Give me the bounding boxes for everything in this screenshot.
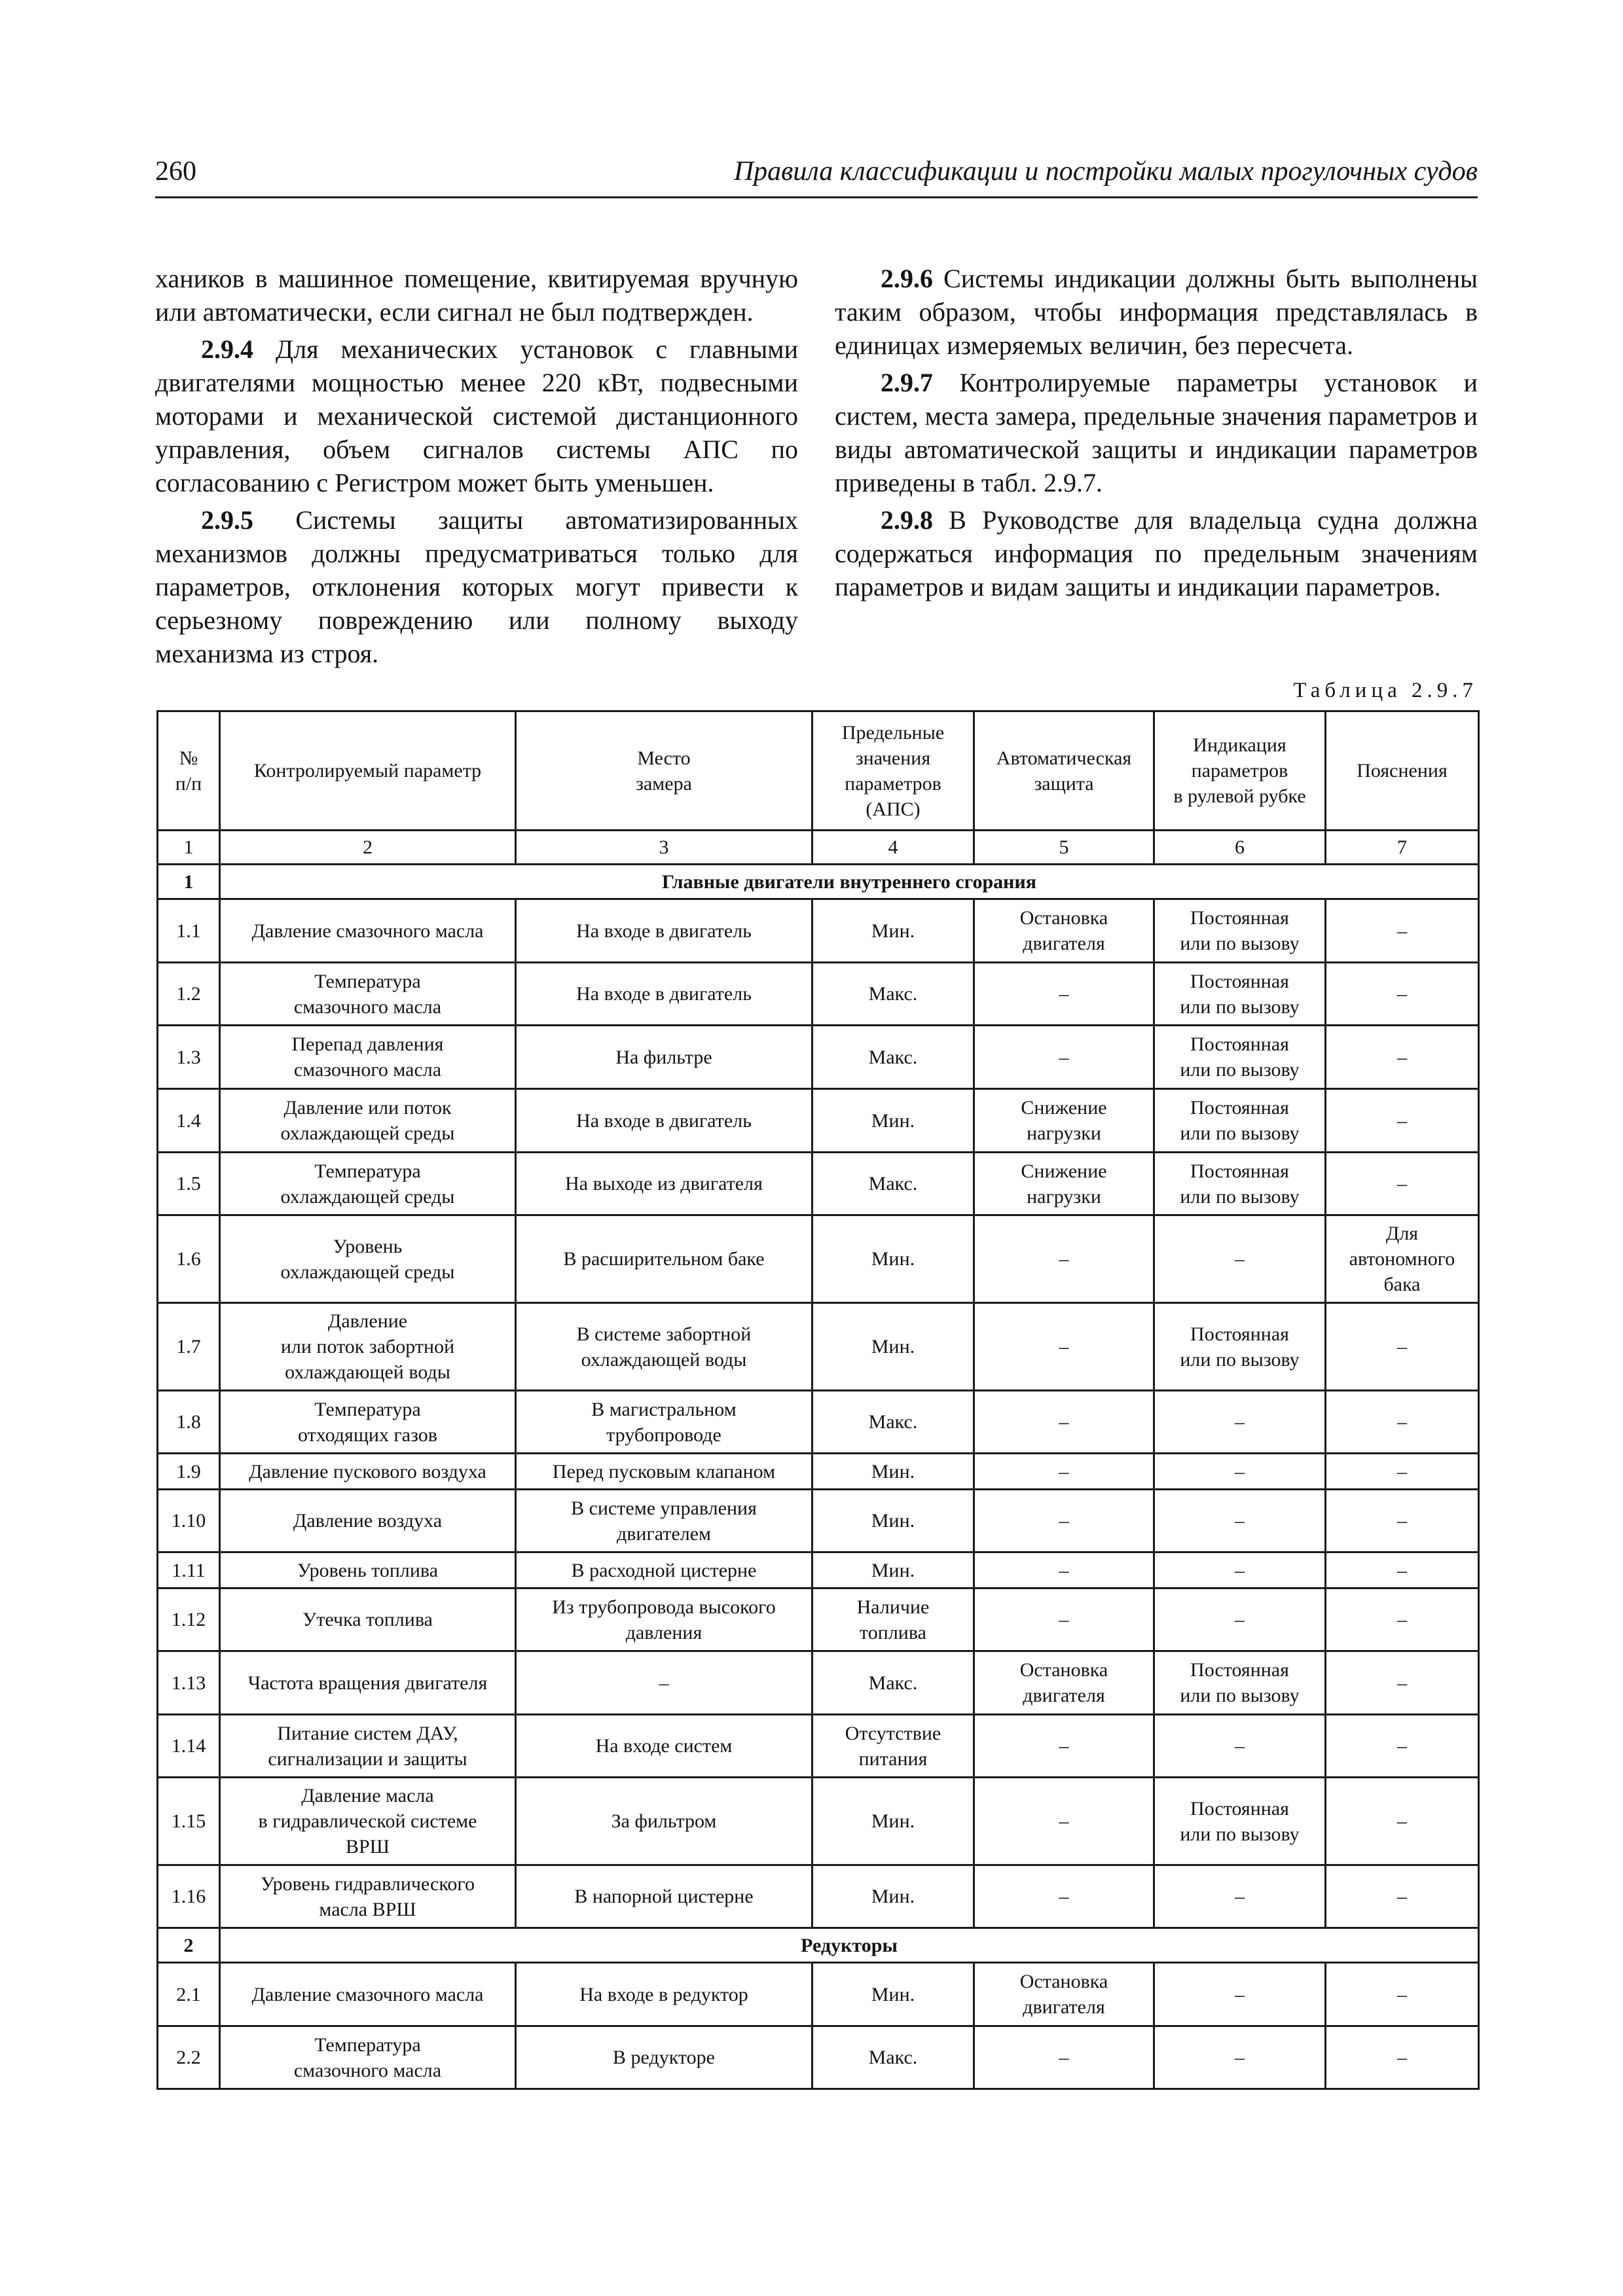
table-cell: – xyxy=(974,1215,1154,1303)
right-text-column xyxy=(835,262,1478,607)
table-cell: – xyxy=(974,963,1154,1026)
table-cell: 1.4 xyxy=(158,1089,220,1153)
table-cell: 1.9 xyxy=(158,1454,220,1490)
column-number-row xyxy=(158,831,1479,865)
table-cell: Давление смазочного масла xyxy=(220,1963,516,2026)
table-cell: Макс. xyxy=(812,1026,974,1089)
table-cell: Температура смазочного масла xyxy=(220,963,516,1026)
table-cell: – xyxy=(974,1303,1154,1391)
clause-text: Для механических установок с главными двигателями мощностью менее 220 кВт, подвесными моторами и механической системой дистанционного управления, объем сигналов системы АПС по согласованию с Регистром может быть уменьшен. xyxy=(155,334,798,497)
table-cell: 1.3 xyxy=(158,1026,220,1089)
table-row xyxy=(158,2026,1479,2089)
table-cell: Остановка двигателя xyxy=(974,1963,1154,2026)
column-number-cell: 7 xyxy=(1326,831,1479,865)
table-header-row xyxy=(158,711,1479,831)
clause-number: 2.9.7 xyxy=(881,368,933,397)
page-number: 260 xyxy=(155,156,196,187)
table-cell: – xyxy=(1326,1391,1479,1454)
table-cell: 1.6 xyxy=(158,1215,220,1303)
column-number-cell: 5 xyxy=(974,831,1154,865)
table-cell: Макс. xyxy=(812,2026,974,2089)
left-text-column xyxy=(155,262,798,674)
header-cell: Контролируемый параметр xyxy=(220,711,516,831)
table-cell: 1.14 xyxy=(158,1715,220,1778)
table-cell: На входе систем xyxy=(516,1715,812,1778)
table-cell: Мин. xyxy=(812,1454,974,1490)
table-cell: В расходной цистерне xyxy=(516,1552,812,1588)
table-cell: 1.2 xyxy=(158,963,220,1026)
paragraph-2-9-4 xyxy=(155,332,798,499)
table-cell: Питание систем ДАУ, сигнализации и защиты xyxy=(220,1715,516,1778)
table-cell: – xyxy=(1326,1303,1479,1391)
table-cell: Мин. xyxy=(812,1963,974,2026)
header-cell: Место замера xyxy=(516,711,812,831)
table-cell: – xyxy=(1326,2026,1479,2089)
clause-number: 2.9.8 xyxy=(881,505,933,535)
table-cell: Постоянная или по вызову xyxy=(1154,1026,1326,1089)
table-cell: – xyxy=(974,1715,1154,1778)
table-cell: – xyxy=(974,1026,1154,1089)
table-row xyxy=(158,1089,1479,1153)
table-cell: Снижение нагрузки xyxy=(974,1153,1154,1215)
section-title: Редукторы xyxy=(220,1928,1479,1963)
table-cell: 1.10 xyxy=(158,1490,220,1552)
table-row xyxy=(158,899,1479,963)
table-cell: – xyxy=(1154,1588,1326,1651)
table-cell: – xyxy=(1326,1552,1479,1588)
table-cell: Остановка двигателя xyxy=(974,899,1154,963)
table-row xyxy=(158,963,1479,1026)
table-cell: 1.7 xyxy=(158,1303,220,1391)
table-cell: – xyxy=(1326,1588,1479,1651)
paragraph-2-9-6 xyxy=(835,262,1478,362)
section-title: Главные двигатели внутреннего сгорания xyxy=(220,865,1479,899)
table-cell: В магистральном трубопроводе xyxy=(516,1391,812,1454)
table-cell: Мин. xyxy=(812,1490,974,1552)
table-cell: Снижение нагрузки xyxy=(974,1089,1154,1153)
table-cell: Перед пусковым клапаном xyxy=(516,1454,812,1490)
section-row xyxy=(158,865,1479,899)
table-cell: Утечка топлива xyxy=(220,1588,516,1651)
table-cell: Для автономного бака xyxy=(1326,1215,1479,1303)
table-cell: Постоянная или по вызову xyxy=(1154,963,1326,1026)
table-cell: 1.1 xyxy=(158,899,220,963)
header-cell: Автоматическая защита xyxy=(974,711,1154,831)
table-caption: Таблица 2.9.7 xyxy=(1293,679,1478,702)
column-number-cell: 6 xyxy=(1154,831,1326,865)
table-row xyxy=(158,1552,1479,1588)
table-cell: Постоянная или по вызову xyxy=(1154,1153,1326,1215)
table-cell: Мин. xyxy=(812,1303,974,1391)
table-cell: В редукторе xyxy=(516,2026,812,2089)
table-cell: 1.13 xyxy=(158,1651,220,1715)
table-cell: Давление масла в гидравлической системе ВРШ xyxy=(220,1778,516,1865)
table-cell: – xyxy=(974,1391,1154,1454)
header-cell: Предельные значения параметров (АПС) xyxy=(812,711,974,831)
header-cell: Индикация параметров в рулевой рубке xyxy=(1154,711,1326,831)
table-cell: – xyxy=(1326,1715,1479,1778)
clause-text: В Руководстве для владельца судна должна содержаться информация по предельным значениям параметров и видам защиты и индикации параметров. xyxy=(835,505,1478,601)
table-cell: – xyxy=(1154,1454,1326,1490)
table-cell: Перепад давления смазочного масла xyxy=(220,1026,516,1089)
table-cell: – xyxy=(1326,963,1479,1026)
table-cell: Постоянная или по вызову xyxy=(1154,1651,1326,1715)
table-cell: Уровень гидравлического масла ВРШ xyxy=(220,1865,516,1928)
clause-text: Контролируемые параметры установок и систем, места замера, предельные значения параметров и виды автоматической защиты и индикации параметров приведены в табл. 2.9.7. xyxy=(835,368,1478,497)
table-cell: На входе в двигатель xyxy=(516,963,812,1026)
paragraph-2-9-7 xyxy=(835,366,1478,499)
table-row xyxy=(158,1865,1479,1928)
table-cell: Мин. xyxy=(812,1865,974,1928)
table-row xyxy=(158,1715,1479,1778)
table-cell: В системе управления двигателем xyxy=(516,1490,812,1552)
table-cell: Мин. xyxy=(812,1089,974,1153)
table-cell: Мин. xyxy=(812,1215,974,1303)
table-cell: – xyxy=(1326,1963,1479,2026)
table-cell: Температура охлаждающей среды xyxy=(220,1153,516,1215)
table-cell: – xyxy=(1326,1865,1479,1928)
table-row xyxy=(158,1303,1479,1391)
table-cell: Температура отходящих газов xyxy=(220,1391,516,1454)
table-cell: 2.1 xyxy=(158,1963,220,2026)
table-cell: На входе в двигатель xyxy=(516,899,812,963)
table-cell: – xyxy=(1326,1089,1479,1153)
table-cell: – xyxy=(1326,899,1479,963)
table-cell: – xyxy=(1154,2026,1326,2089)
table-cell: Постоянная или по вызову xyxy=(1154,1089,1326,1153)
table-cell: Давление пускового воздуха xyxy=(220,1454,516,1490)
table-cell: Из трубопровода высокого давления xyxy=(516,1588,812,1651)
table-cell: 1.12 xyxy=(158,1588,220,1651)
header-cell: № п/п xyxy=(158,711,220,831)
table-cell: 1.5 xyxy=(158,1153,220,1215)
table-cell: – xyxy=(516,1651,812,1715)
table-cell: 1.15 xyxy=(158,1778,220,1865)
table-cell: В системе забортной охлаждающей воды xyxy=(516,1303,812,1391)
table-row xyxy=(158,1153,1479,1215)
table-cell: – xyxy=(1326,1490,1479,1552)
page-header xyxy=(155,154,1478,198)
table-cell: На фильтре xyxy=(516,1026,812,1089)
table-cell: Давление смазочного масла xyxy=(220,899,516,963)
table-cell: Остановка двигателя xyxy=(974,1651,1154,1715)
table-cell: – xyxy=(1154,1552,1326,1588)
table-cell: – xyxy=(974,1490,1154,1552)
section-number: 2 xyxy=(158,1928,220,1963)
table-cell: Давление воздуха xyxy=(220,1490,516,1552)
paragraph-2-9-8 xyxy=(835,503,1478,603)
table-cell: 1.8 xyxy=(158,1391,220,1454)
table-cell: – xyxy=(1154,1391,1326,1454)
table-cell: – xyxy=(1154,1865,1326,1928)
table-row xyxy=(158,1391,1479,1454)
table-cell: В напорной цистерне xyxy=(516,1865,812,1928)
table-cell: – xyxy=(1326,1778,1479,1865)
clause-text: Системы индикации должны быть выполнены таким образом, чтобы информация представлялась в единицах измеряемых величин, без пересчета. xyxy=(835,264,1478,360)
table-cell: – xyxy=(1326,1651,1479,1715)
table-cell: Макс. xyxy=(812,1391,974,1454)
paragraph-continuation: хаников в машинное помещение, квитируемая вручную или автоматически, если сигнал не был подтвержден. xyxy=(155,264,798,327)
table-row xyxy=(158,1454,1479,1490)
table-cell: – xyxy=(974,1552,1154,1588)
table-cell: Постоянная или по вызову xyxy=(1154,1778,1326,1865)
section-number: 1 xyxy=(158,865,220,899)
table-cell: 2.2 xyxy=(158,2026,220,2089)
table-cell: На выходе из двигателя xyxy=(516,1153,812,1215)
table-cell: – xyxy=(1326,1454,1479,1490)
table-cell: Макс. xyxy=(812,1651,974,1715)
table-cell: Уровень охлаждающей среды xyxy=(220,1215,516,1303)
table-cell: Температура смазочного масла xyxy=(220,2026,516,2089)
clause-number: 2.9.6 xyxy=(881,264,933,293)
table-row xyxy=(158,1215,1479,1303)
clause-number: 2.9.4 xyxy=(201,334,253,364)
table-cell: Постоянная или по вызову xyxy=(1154,1303,1326,1391)
paragraph-2-9-5 xyxy=(155,503,798,670)
table-cell: За фильтром xyxy=(516,1778,812,1865)
column-number-cell: 4 xyxy=(812,831,974,865)
table-row xyxy=(158,1026,1479,1089)
column-number-cell: 1 xyxy=(158,831,220,865)
table-cell: Макс. xyxy=(812,1153,974,1215)
table-cell: Уровень топлива xyxy=(220,1552,516,1588)
table-row xyxy=(158,1490,1479,1552)
table-cell: В расширительном баке xyxy=(516,1215,812,1303)
table-cell: – xyxy=(974,1454,1154,1490)
table-cell: – xyxy=(1154,1215,1326,1303)
table-cell: Давление или поток охлаждающей среды xyxy=(220,1089,516,1153)
table-cell: Мин. xyxy=(812,1552,974,1588)
table-row xyxy=(158,1651,1479,1715)
table-row xyxy=(158,1588,1479,1651)
table-cell: Частота вращения двигателя xyxy=(220,1651,516,1715)
parameters-table xyxy=(156,710,1480,2090)
table-cell: – xyxy=(974,1778,1154,1865)
table-cell: 1.11 xyxy=(158,1552,220,1588)
table-cell: На входе в двигатель xyxy=(516,1089,812,1153)
table-cell: Наличие топлива xyxy=(812,1588,974,1651)
table-cell: – xyxy=(974,1588,1154,1651)
column-number-cell: 3 xyxy=(516,831,812,865)
table-cell: Давление или поток забортной охлаждающей воды xyxy=(220,1303,516,1391)
table-cell: Мин. xyxy=(812,899,974,963)
table-row xyxy=(158,1963,1479,2026)
column-number-cell: 2 xyxy=(220,831,516,865)
table-cell: Макс. xyxy=(812,963,974,1026)
running-title: Правила классификации и постройки малых прогулочных судов xyxy=(733,156,1478,187)
table-cell: 1.16 xyxy=(158,1865,220,1928)
clause-number: 2.9.5 xyxy=(201,505,253,535)
table-cell: Отсутствие питания xyxy=(812,1715,974,1778)
table-cell: – xyxy=(974,1865,1154,1928)
section-row xyxy=(158,1928,1479,1963)
clause-text: Системы защиты автоматизированных механизмов должны предусматриваться только для параметров, отклонения которых могут привести к серьезному повреждению или полному выходу механизма из строя. xyxy=(155,505,798,668)
table-cell: – xyxy=(1154,1715,1326,1778)
table-cell: – xyxy=(1326,1153,1479,1215)
table-cell: – xyxy=(1154,1963,1326,2026)
header-cell: Пояснения xyxy=(1326,711,1479,831)
table-cell: – xyxy=(1326,1026,1479,1089)
table-cell: – xyxy=(1154,1490,1326,1552)
table-body xyxy=(158,865,1479,2089)
table-cell: – xyxy=(974,2026,1154,2089)
table-cell: На входе в редуктор xyxy=(516,1963,812,2026)
table-row xyxy=(158,1778,1479,1865)
table-cell: Постоянная или по вызову xyxy=(1154,899,1326,963)
table-cell: Мин. xyxy=(812,1778,974,1865)
